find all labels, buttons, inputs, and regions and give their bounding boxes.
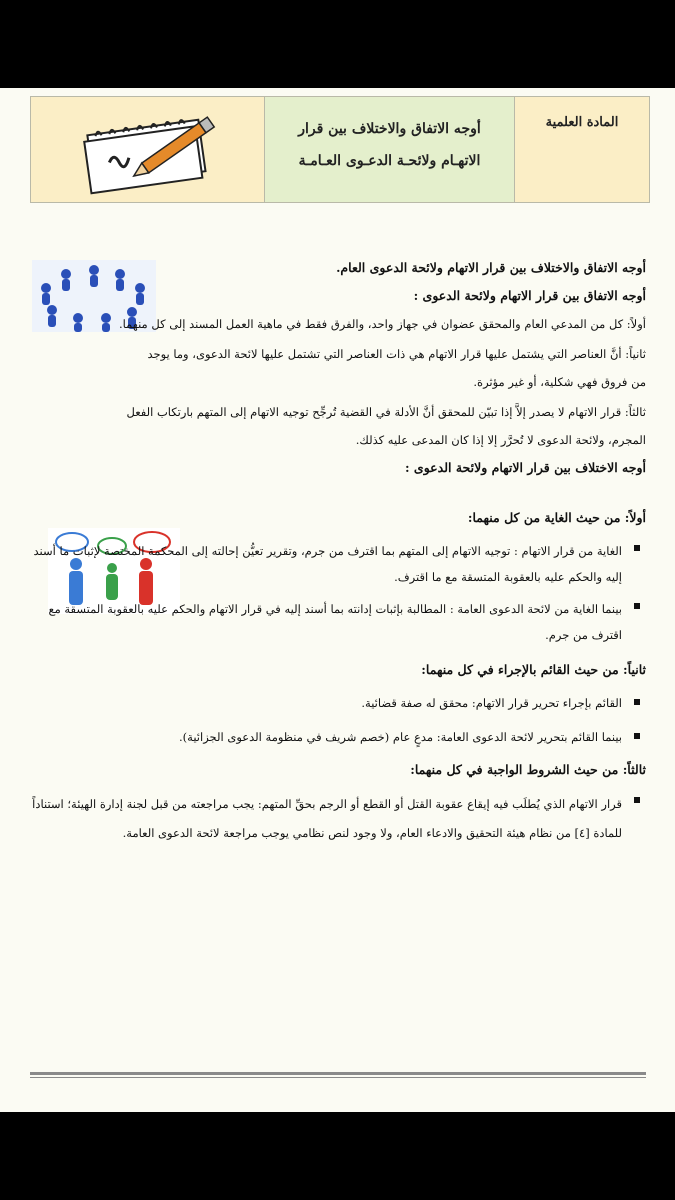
difference-section-1-list bbox=[30, 538, 646, 648]
notepad-pencil-icon bbox=[31, 97, 264, 202]
lesson-title bbox=[264, 97, 514, 202]
list-item: الغاية من قرار الاتهام : توجيه الاتهام إلى المتهم بما اقترف من جرم، وتقرير تعيُّن إحالته إلى المحكمة المختصة لإثبات ما أسند إليه والحكم عليه بالعقوبة المتسقة مع ما اقترف. bbox=[30, 538, 646, 590]
bottom-rule-thin bbox=[30, 1077, 646, 1078]
difference-section-2-list bbox=[30, 692, 646, 748]
agreement-heading: أوجه الاتفاق بين قرار الاتهام ولائحة الدعوى : bbox=[413, 288, 646, 303]
difference-section-3-heading: ثالثاً: من حيث الشروط الواجبة في كل منهما: bbox=[410, 762, 646, 777]
agreement-point-3b: المجرم، ولائحة الدعوى لا تُحرَّر إلا إذا كان المدعى عليه كذلك. bbox=[355, 433, 646, 447]
agreement-point-2b: من فروق فهي شكلية، أو غير مؤثرة. bbox=[473, 375, 646, 389]
lesson-title-line2: الاتهـام ولائحـة الدعـوى العـامـة bbox=[298, 153, 481, 169]
list-item: بينما الغاية من لائحة الدعوى العامة : المطالبة بإثبات إدانته بما أسند إليه في قرار الاتهام والحكم عليه بالعقوبة المتسقة مع اقترف من جرم. bbox=[30, 596, 646, 648]
main-content bbox=[30, 258, 646, 848]
agreement-point-3a: ثالثاً: قرار الاتهام لا يصدر إلاَّ إذا تبيّن للمحقق أنَّ الأدلة في القضية تُرجِّح توجيه الاتهام إلى المتهم بارتكاب الفعل bbox=[126, 405, 646, 419]
agreement-point-2a: ثانياً: أنَّ العناصر التي يشتمل عليها قرار الاتهام هي ذات العناصر التي تشتمل عليها لائحة الدعوى، وما يوجد bbox=[147, 347, 646, 361]
subject-label: المادة العلمية bbox=[514, 97, 649, 202]
difference-section-1-heading: أولاً: من حيث الغاية من كل منهما: bbox=[467, 510, 646, 525]
difference-heading: أوجه الاختلاف بين قرار الاتهام ولائحة الدعوى : bbox=[404, 460, 646, 475]
list-item: قرار الاتهام الذي يُطلَب فيه إيقاع عقوبة القتل أو القطع أو الرجم بحقِّ المتهم: يجب مراجعته من قبل لجنة إدارة الهيئة؛ استناداً للمادة [٤] من نظام هيئة التحقيق والادعاء العام، ولا وجود لنص نظامي يوجب مراجعة لائحة الدعوى العامة. bbox=[30, 790, 646, 848]
difference-section-3-list bbox=[30, 790, 646, 848]
difference-section-2-heading: ثانياً: من حيث القائم بالإجراء في كل منهما: bbox=[421, 662, 646, 677]
agreement-point-1: أولاً: كل من المدعي العام والمحقق عضوان في جهاز واحد، والفرق فقط في ماهية العمل المسند إلى كل منهما. bbox=[118, 317, 646, 331]
intro-heading: أوجه الاتفاق والاختلاف بين قرار الاتهام ولائحة الدعوى العام. bbox=[336, 260, 646, 275]
lesson-title-line1: أوجه الاتفاق والاختلاف بين قرار bbox=[298, 121, 481, 137]
bottom-rule bbox=[30, 1072, 646, 1075]
list-item: القائم بإجراء تحرير قرار الاتهام: محقق له صفة قضائية. bbox=[30, 692, 646, 714]
list-item: بينما القائم بتحرير لائحة الدعوى العامة: مدعٍ عام (خصم شريف في منظومة الدعوى الجزائية). bbox=[30, 726, 646, 748]
document-page bbox=[0, 88, 675, 1112]
header-table bbox=[30, 96, 650, 203]
